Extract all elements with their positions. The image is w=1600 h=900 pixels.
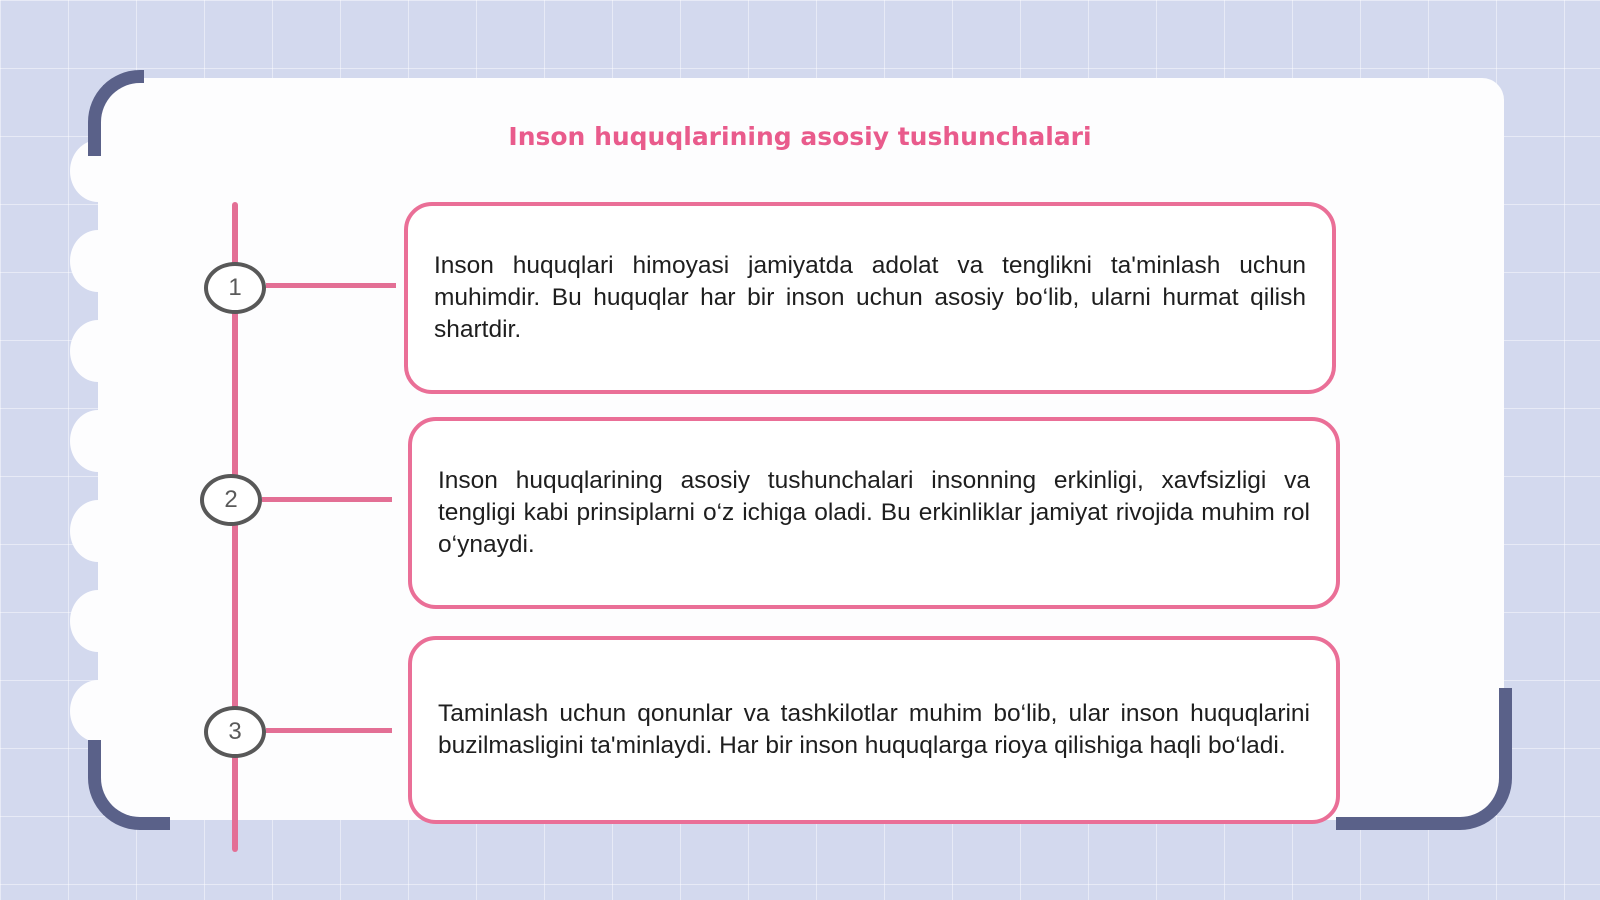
text-box-1	[404, 202, 1336, 394]
page-edge-scallop	[70, 320, 126, 382]
text-box-1-body: Inson huquqlari himoyasi jamiyatda adolat va tenglikni ta'minlash uchun muhimdir. Bu huquqlar har bir inson uchun asosiy bo‘lib, ularni hurmat qilish shartdir.	[434, 252, 1306, 343]
frame-corner-bottom-left	[88, 740, 170, 830]
text-box-2	[408, 417, 1340, 609]
step-number-2: 2	[200, 474, 262, 526]
timeline-connector-3	[266, 728, 392, 733]
page-edge-scallop	[70, 410, 126, 472]
page-edge-scallop	[70, 500, 126, 562]
text-box-3-body: Taminlash uchun qonunlar va tashkilotlar muhim bo‘lib, ular inson huquqlarini buzilmasligini ta'minlaydi. Har bir inson huquqlarga rioya qilishiga haqli bo‘ladi.	[438, 700, 1310, 759]
step-number-1: 1	[204, 262, 266, 314]
page-edge-scallop	[70, 680, 126, 742]
text-box-3	[408, 636, 1340, 824]
text-box-2-body: Inson huquqlarining asosiy tushunchalari insonning erkinligi, xavfsizligi va tengligi kabi prinsiplarni o‘z ichiga oladi. Bu erkinliklar jamiyat rivojida muhim rol o‘ynaydi.	[438, 467, 1310, 558]
timeline-connector-1	[266, 283, 396, 288]
frame-corner-bottom-right	[1336, 688, 1512, 830]
page-edge-scallop	[70, 590, 126, 652]
timeline-connector-2	[262, 497, 392, 502]
page-edge-scallop	[70, 230, 126, 292]
slide-title: Inson huquqlarining asosiy tushunchalari	[508, 122, 1092, 151]
step-number-3: 3	[204, 706, 266, 758]
